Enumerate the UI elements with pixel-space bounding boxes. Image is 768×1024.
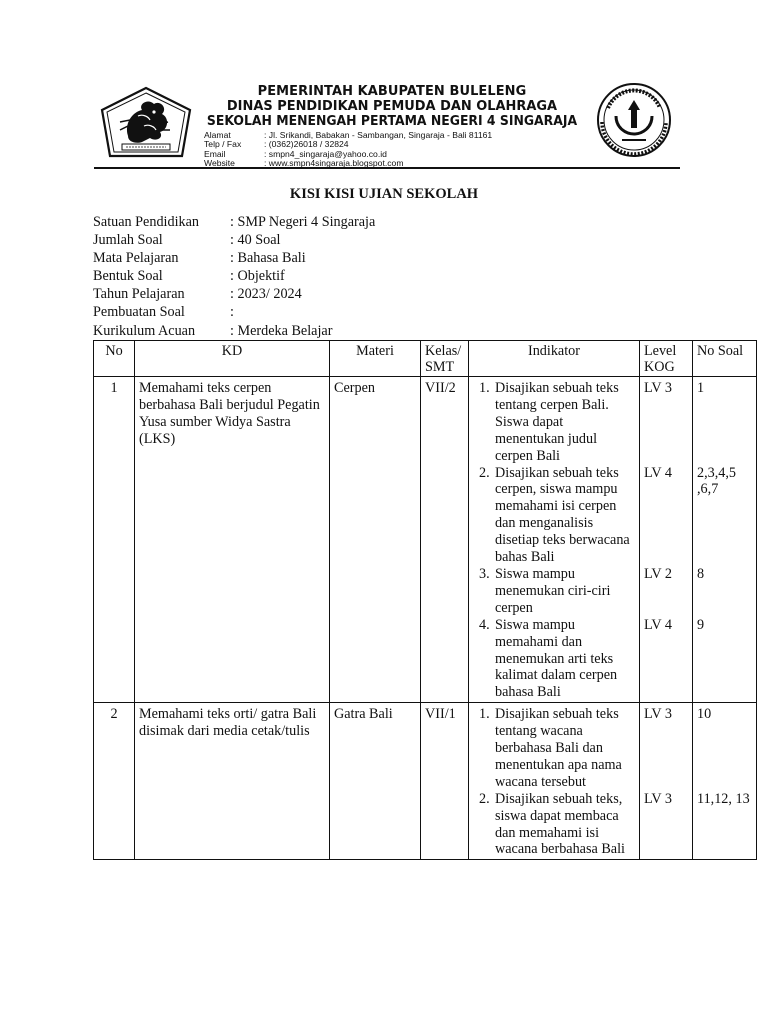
indikator-number: 4. xyxy=(479,616,490,633)
info-row xyxy=(93,213,375,231)
info-label: Mata Pelajaran xyxy=(93,250,179,267)
info-row xyxy=(93,249,375,267)
letterhead-divider xyxy=(94,167,680,169)
indikator-number: 1. xyxy=(479,706,490,723)
indikator-text: Disajikan sebuah teks, siswa dapat membaca dan memahami isi wacana berbahasa Bali xyxy=(495,790,625,858)
indikator-text: Disajikan sebuah teks cerpen, siswa mampu memahami isi cerpen dan menganalisis disetiap teks berwacana bahas Bali xyxy=(495,464,630,566)
table-row xyxy=(94,703,757,860)
info-value: : 2023/ 2024 xyxy=(230,286,302,303)
cell-indikator xyxy=(469,703,640,860)
header-kd: KD xyxy=(135,341,330,377)
indikator-number: 2. xyxy=(479,790,490,807)
soal-number: 1 xyxy=(697,380,705,396)
indikator-item xyxy=(473,566,635,617)
cell-kelas: VII/2 xyxy=(421,377,469,703)
header-no: No xyxy=(94,341,135,377)
cell-kelas: VII/1 xyxy=(421,703,469,860)
indikator-text: Disajikan sebuah teks tentang wacana berbahasa Bali dan menentukan apa nama wacana tersebut xyxy=(495,706,622,790)
level-value: LV 2 xyxy=(644,565,672,582)
cell-kd: Memahami teks orti/ gatra Bali disimak dari media cetak/tulis xyxy=(135,703,330,860)
info-label: Kurikulum Acuan xyxy=(93,322,196,339)
info-row xyxy=(93,231,375,249)
letterhead xyxy=(94,80,680,170)
header-materi: Materi xyxy=(330,341,421,377)
info-row xyxy=(93,322,375,340)
soal-number: 10 xyxy=(697,706,712,723)
header-indikator: Indikator xyxy=(469,341,640,377)
table-body xyxy=(94,377,757,860)
level-value: LV 4 xyxy=(644,616,672,633)
document-info xyxy=(93,213,375,340)
cell-kd: Memahami teks cerpen berbahasa Bali berjudul Pegatin Yusa sumber Widya Sastra (LKS) xyxy=(135,377,330,703)
school-name: SEKOLAH MENENGAH PERTAMA NEGERI 4 SINGARAJA xyxy=(206,113,578,129)
soal-number: 11,12, 13 xyxy=(697,790,750,807)
indikator-number: 3. xyxy=(479,565,490,582)
indikator-number: 1. xyxy=(479,380,490,396)
indikator-item xyxy=(473,465,635,566)
info-value: : Objektif xyxy=(230,268,285,285)
header-level: Level KOG xyxy=(640,341,693,377)
contact-label: Telp / Fax xyxy=(204,139,242,150)
level-value: LV 4 xyxy=(644,464,672,481)
cell-materi: Cerpen xyxy=(330,377,421,703)
government-name: PEMERINTAH KABUPATEN BULELENG xyxy=(257,83,527,99)
cell-indikator xyxy=(469,377,640,703)
cell-no: 1 xyxy=(94,377,135,703)
header-kelas: Kelas/ SMT xyxy=(421,341,469,377)
info-label: Bentuk Soal xyxy=(93,268,163,285)
info-value: : SMP Negeri 4 Singaraja xyxy=(230,214,376,230)
table-row xyxy=(94,377,757,703)
contact-label: Alamat xyxy=(204,130,231,140)
level-value: LV 3 xyxy=(644,706,672,723)
info-value: : Merdeka Belajar xyxy=(230,322,333,339)
indikator-list xyxy=(473,380,635,701)
contact-value: : Jl. Srikandi, Babakan - Sambangan, Singaraja - Bali 81161 xyxy=(264,130,493,140)
header-nosoal: No Soal xyxy=(693,341,757,377)
info-label: Pembuatan Soal xyxy=(93,304,185,321)
info-value: : Bahasa Bali xyxy=(230,250,306,267)
buleleng-crest-logo xyxy=(98,86,194,160)
indikator-text: Disajikan sebuah teks tentang cerpen Bali. Siswa dapat menentukan judul cerpen Bali xyxy=(495,380,619,464)
info-value: : xyxy=(230,304,234,321)
soal-number: 9 xyxy=(697,616,705,633)
cell-level xyxy=(640,703,693,860)
info-row xyxy=(93,285,375,303)
indikator-item xyxy=(473,380,635,465)
info-value: : 40 Soal xyxy=(230,232,281,249)
cell-materi: Gatra Bali xyxy=(330,703,421,860)
letterhead-heading xyxy=(202,84,582,129)
contact-value: : smpn4_singaraja@yahoo.co.id xyxy=(264,148,387,159)
info-row xyxy=(93,267,375,285)
info-label: Tahun Pelajaran xyxy=(93,286,185,303)
level-value: LV 3 xyxy=(644,380,672,396)
table-header-row xyxy=(94,341,757,377)
contact-value: : (0362)26018 / 32824 xyxy=(264,139,349,150)
contact-label: Website xyxy=(204,158,235,169)
cell-nosoal xyxy=(693,703,757,860)
soal-number: 2,3,4,5 ,6,7 xyxy=(697,464,737,498)
level-value: LV 3 xyxy=(644,790,672,807)
indikator-number: 2. xyxy=(479,464,490,481)
info-row xyxy=(93,303,375,321)
cell-no: 2 xyxy=(94,703,135,860)
indikator-item xyxy=(473,617,635,702)
ssn-emblem-logo xyxy=(594,82,674,160)
info-label: Jumlah Soal xyxy=(93,232,163,249)
cell-level xyxy=(640,377,693,703)
contact-value: : www.smpn4singaraja.blogspot.com xyxy=(264,158,404,169)
indikator-text: Siswa mampu memahami dan menemukan arti teks kalimat dalam cerpen bahasa Bali xyxy=(495,616,618,701)
indikator-item xyxy=(473,791,635,859)
indikator-text: Siswa mampu menemukan ciri-ciri cerpen xyxy=(495,565,611,616)
soal-number: 8 xyxy=(697,565,705,582)
cell-nosoal xyxy=(693,377,757,703)
indikator-item xyxy=(473,706,635,791)
indikator-list xyxy=(473,706,635,858)
contact-block xyxy=(204,131,492,169)
contact-label: Email xyxy=(204,148,226,159)
info-label: Satuan Pendidikan xyxy=(93,214,199,230)
kisi-table xyxy=(93,340,757,860)
document-title: KISI KISI UJIAN SEKOLAH xyxy=(289,186,479,202)
agency-name: DINAS PENDIDIKAN PEMUDA DAN OLAHRAGA xyxy=(226,98,558,114)
